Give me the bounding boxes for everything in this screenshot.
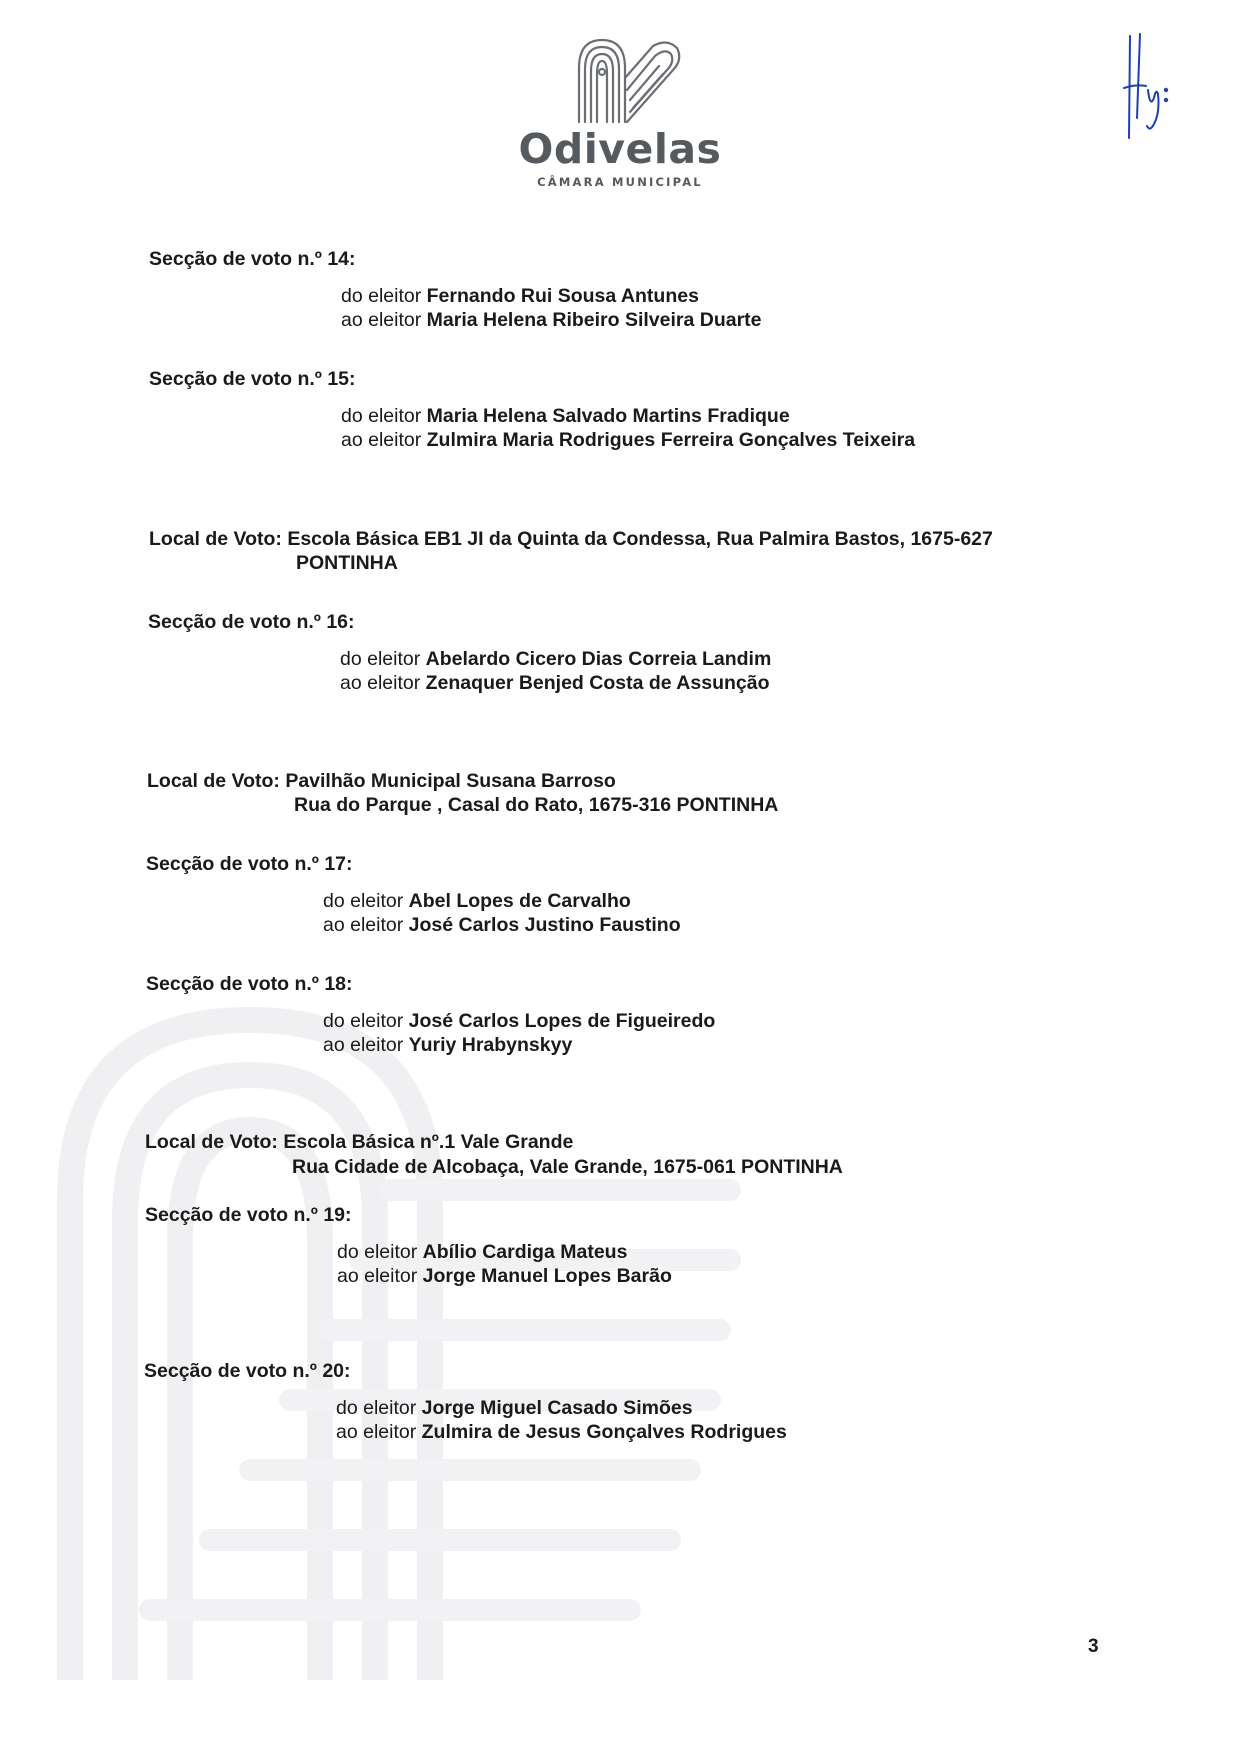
transfer-to-18: ao eleitor Yuriy Hrabynskyy: [323, 1034, 573, 1056]
voter-name: Abel Lopes de Carvalho: [408, 890, 631, 912]
section-title-17: Secção de voto n.º 17:: [146, 853, 353, 875]
section-title-14: Secção de voto n.º 14:: [149, 248, 356, 270]
section-title-15: Secção de voto n.º 15:: [149, 368, 356, 390]
voter-name: José Carlos Lopes de Figueiredo: [408, 1010, 716, 1032]
brand-name: Odivelas: [518, 125, 722, 173]
voter-name: Zulmira de Jesus Gonçalves Rodrigues: [421, 1421, 787, 1443]
polling-place-1-line2: PONTINHA: [296, 552, 398, 574]
transfer-to-20: ao eleitor Zulmira de Jesus Gonçalves Rodrigues: [336, 1421, 787, 1443]
transfer-from-16: do eleitor Abelardo Cicero Dias Correia Landim: [340, 648, 772, 670]
voter-name: Yuriy Hrabynskyy: [408, 1034, 573, 1056]
watermark-logo: [30, 980, 750, 1680]
section-title-18: Secção de voto n.º 18:: [146, 973, 353, 995]
voter-name: Zulmira Maria Rodrigues Ferreira Gonçalves Teixeira: [426, 429, 916, 451]
transfer-to-14: ao eleitor Maria Helena Ribeiro Silveira Duarte: [341, 309, 762, 331]
transfer-from-14: do eleitor Fernando Rui Sousa Antunes: [341, 285, 699, 307]
transfer-to-16: ao eleitor Zenaquer Benjed Costa de Assunção: [340, 672, 770, 694]
voter-name: Jorge Manuel Lopes Barão: [422, 1265, 672, 1287]
voter-name: Fernando Rui Sousa Antunes: [426, 285, 699, 307]
voter-name: Abelardo Cicero Dias Correia Landim: [425, 648, 772, 670]
voter-name: Abílio Cardiga Mateus: [422, 1241, 628, 1263]
section-title-16: Secção de voto n.º 16:: [148, 611, 355, 633]
transfer-from-19: do eleitor Abílio Cardiga Mateus: [337, 1241, 628, 1263]
transfer-to-15: ao eleitor Zulmira Maria Rodrigues Ferreira Gonçalves Teixeira: [341, 429, 916, 451]
transfer-from-17: do eleitor Abel Lopes de Carvalho: [323, 890, 631, 912]
voter-name: Zenaquer Benjed Costa de Assunção: [425, 672, 770, 694]
page-number: 3: [1088, 1636, 1099, 1657]
polling-place-2-line2: Rua do Parque , Casal do Rato, 1675-316 PONTINHA: [294, 794, 779, 816]
transfer-to-19: ao eleitor Jorge Manuel Lopes Barão: [337, 1265, 672, 1287]
voter-name: Maria Helena Ribeiro Silveira Duarte: [426, 309, 762, 331]
section-title-19: Secção de voto n.º 19:: [145, 1204, 352, 1226]
polling-place-1: Local de Voto: Escola Básica EB1 JI da Quinta da Condessa, Rua Palmira Bastos, 1675-627: [149, 528, 993, 550]
transfer-from-18: do eleitor José Carlos Lopes de Figueiredo: [323, 1010, 716, 1032]
polling-place-3: Local de Voto: Escola Básica nº.1 Vale Grande: [145, 1131, 574, 1153]
brand-subtitle: CÂMARA MUNICIPAL: [537, 175, 703, 189]
voter-name: Maria Helena Salvado Martins Fradique: [426, 405, 790, 427]
handwritten-initials: [1120, 28, 1180, 143]
polling-place-2: Local de Voto: Pavilhão Municipal Susana Barroso: [147, 770, 616, 792]
voter-name: José Carlos Justino Faustino: [408, 914, 681, 936]
transfer-to-17: ao eleitor José Carlos Justino Faustino: [323, 914, 681, 936]
section-title-20: Secção de voto n.º 20:: [144, 1360, 351, 1382]
polling-place-3-line2: Rua Cidade de Alcobaça, Vale Grande, 1675-061 PONTINHA: [292, 1156, 843, 1178]
odivelas-logo-icon: [575, 38, 681, 124]
transfer-from-20: do eleitor Jorge Miguel Casado Simões: [336, 1397, 693, 1419]
voter-name: Jorge Miguel Casado Simões: [421, 1397, 693, 1419]
transfer-from-15: do eleitor Maria Helena Salvado Martins Fradique: [341, 405, 790, 427]
